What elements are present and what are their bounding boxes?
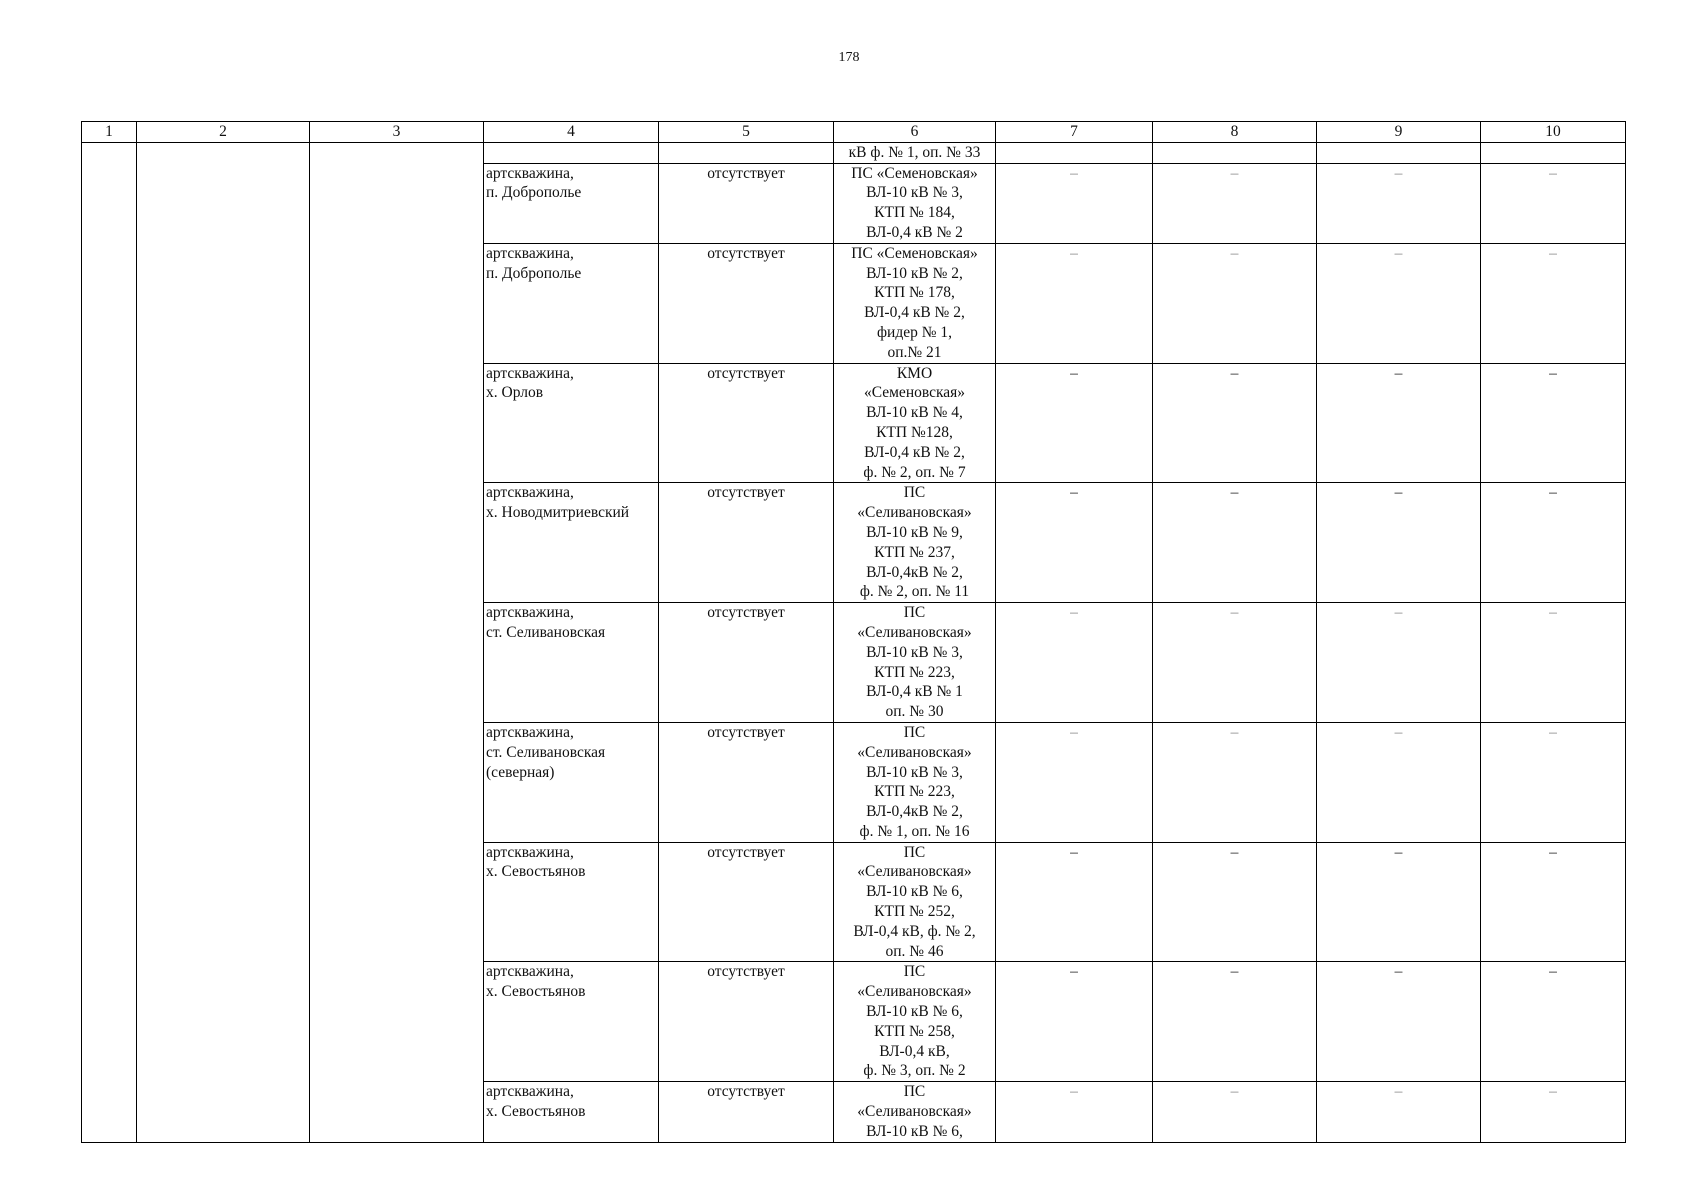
power-source-cell: ПС «Селивановская» ВЛ-10 кВ № 3, КТП № 223, ВЛ-0,4кВ № 2, ф. № 1, оп. № 16: [834, 722, 996, 842]
object-cell: артскважина, п. Доброполье: [484, 243, 659, 363]
table-row: [82, 142, 1626, 163]
col9-cell: –: [1317, 962, 1481, 1082]
header-cell: 1: [82, 122, 137, 143]
power-source-cell: ПС «Селивановская» ВЛ-10 кВ № 6, КТП № 252, ВЛ-0,4 кВ, ф. № 2, оп. № 46: [834, 842, 996, 962]
data-table: [81, 121, 1626, 1143]
col9-cell: –: [1317, 163, 1481, 243]
col1-cell: [82, 142, 137, 1142]
col2-cell: [137, 142, 310, 1142]
col8-cell: –: [1153, 163, 1317, 243]
col7-cell: –: [996, 243, 1153, 363]
col8-cell: –: [1153, 603, 1317, 723]
col8-cell: [1153, 142, 1317, 163]
object-cell: артскважина, ст. Селивановская (северная): [484, 722, 659, 842]
status-cell: отсутствует: [659, 603, 834, 723]
header-row: [82, 122, 1626, 143]
col10-cell: –: [1481, 842, 1626, 962]
status-cell: отсутствует: [659, 722, 834, 842]
page-number: 178: [838, 50, 860, 65]
status-cell: отсутствует: [659, 842, 834, 962]
object-cell: артскважина, п. Доброполье: [484, 163, 659, 243]
col10-cell: [1481, 142, 1626, 163]
col7-cell: –: [996, 842, 1153, 962]
header-cell: 8: [1153, 122, 1317, 143]
col9-cell: –: [1317, 483, 1481, 603]
col9-cell: –: [1317, 1082, 1481, 1142]
col10-cell: –: [1481, 1082, 1626, 1142]
object-cell: [484, 142, 659, 163]
power-source-cell: КМО «Семеновская» ВЛ-10 кВ № 4, КТП №128, ВЛ-0,4 кВ № 2, ф. № 2, оп. № 7: [834, 363, 996, 483]
power-source-cell: ПС «Семеновская» ВЛ-10 кВ № 3, КТП № 184, ВЛ-0,4 кВ № 2: [834, 163, 996, 243]
header-cell: 10: [1481, 122, 1626, 143]
col10-cell: –: [1481, 962, 1626, 1082]
col10-cell: –: [1481, 163, 1626, 243]
object-cell: артскважина, х. Севостьянов: [484, 1082, 659, 1142]
col9-cell: –: [1317, 243, 1481, 363]
col7-cell: –: [996, 163, 1153, 243]
col10-cell: –: [1481, 243, 1626, 363]
object-cell: артскважина, ст. Селивановская: [484, 603, 659, 723]
col9-cell: –: [1317, 363, 1481, 483]
status-cell: отсутствует: [659, 243, 834, 363]
status-cell: отсутствует: [659, 163, 834, 243]
col7-cell: –: [996, 483, 1153, 603]
col9-cell: [1317, 142, 1481, 163]
col10-cell: –: [1481, 722, 1626, 842]
power-source-cell: ПС «Селивановская» ВЛ-10 кВ № 6, КТП № 258, ВЛ-0,4 кВ, ф. № 3, оп. № 2: [834, 962, 996, 1082]
power-source-cell: кВ ф. № 1, оп. № 33: [834, 142, 996, 163]
power-source-cell: ПС «Селивановская» ВЛ-10 кВ № 9, КТП № 237, ВЛ-0,4кВ № 2, ф. № 2, оп. № 11: [834, 483, 996, 603]
col8-cell: –: [1153, 363, 1317, 483]
header-cell: 4: [484, 122, 659, 143]
header-cell: 5: [659, 122, 834, 143]
object-cell: артскважина, х. Севостьянов: [484, 962, 659, 1082]
header-cell: 7: [996, 122, 1153, 143]
col9-cell: –: [1317, 842, 1481, 962]
col7-cell: –: [996, 722, 1153, 842]
status-cell: [659, 142, 834, 163]
col9-cell: –: [1317, 603, 1481, 723]
status-cell: отсутствует: [659, 1082, 834, 1142]
power-source-cell: ПС «Семеновская» ВЛ-10 кВ № 2, КТП № 178, ВЛ-0,4 кВ № 2, фидер № 1, оп.№ 21: [834, 243, 996, 363]
col7-cell: –: [996, 962, 1153, 1082]
col10-cell: –: [1481, 483, 1626, 603]
col7-cell: –: [996, 603, 1153, 723]
col7-cell: –: [996, 363, 1153, 483]
col10-cell: –: [1481, 363, 1626, 483]
header-cell: 2: [137, 122, 310, 143]
col9-cell: –: [1317, 722, 1481, 842]
object-cell: артскважина, х. Новодмитриевский: [484, 483, 659, 603]
col8-cell: –: [1153, 962, 1317, 1082]
col8-cell: –: [1153, 842, 1317, 962]
col7-cell: –: [996, 1082, 1153, 1142]
object-cell: артскважина, х. Орлов: [484, 363, 659, 483]
col8-cell: –: [1153, 483, 1317, 603]
col8-cell: –: [1153, 1082, 1317, 1142]
power-source-cell: ПС «Селивановская» ВЛ-10 кВ № 6,: [834, 1082, 996, 1142]
status-cell: отсутствует: [659, 962, 834, 1082]
header-cell: 3: [310, 122, 484, 143]
col7-cell: [996, 142, 1153, 163]
col3-cell: [310, 142, 484, 1142]
header-cell: 6: [834, 122, 996, 143]
status-cell: отсутствует: [659, 363, 834, 483]
header-cell: 9: [1317, 122, 1481, 143]
col10-cell: –: [1481, 603, 1626, 723]
object-cell: артскважина, х. Севостьянов: [484, 842, 659, 962]
col8-cell: –: [1153, 243, 1317, 363]
col8-cell: –: [1153, 722, 1317, 842]
status-cell: отсутствует: [659, 483, 834, 603]
power-source-cell: ПС «Селивановская» ВЛ-10 кВ № 3, КТП № 223, ВЛ-0,4 кВ № 1 оп. № 30: [834, 603, 996, 723]
